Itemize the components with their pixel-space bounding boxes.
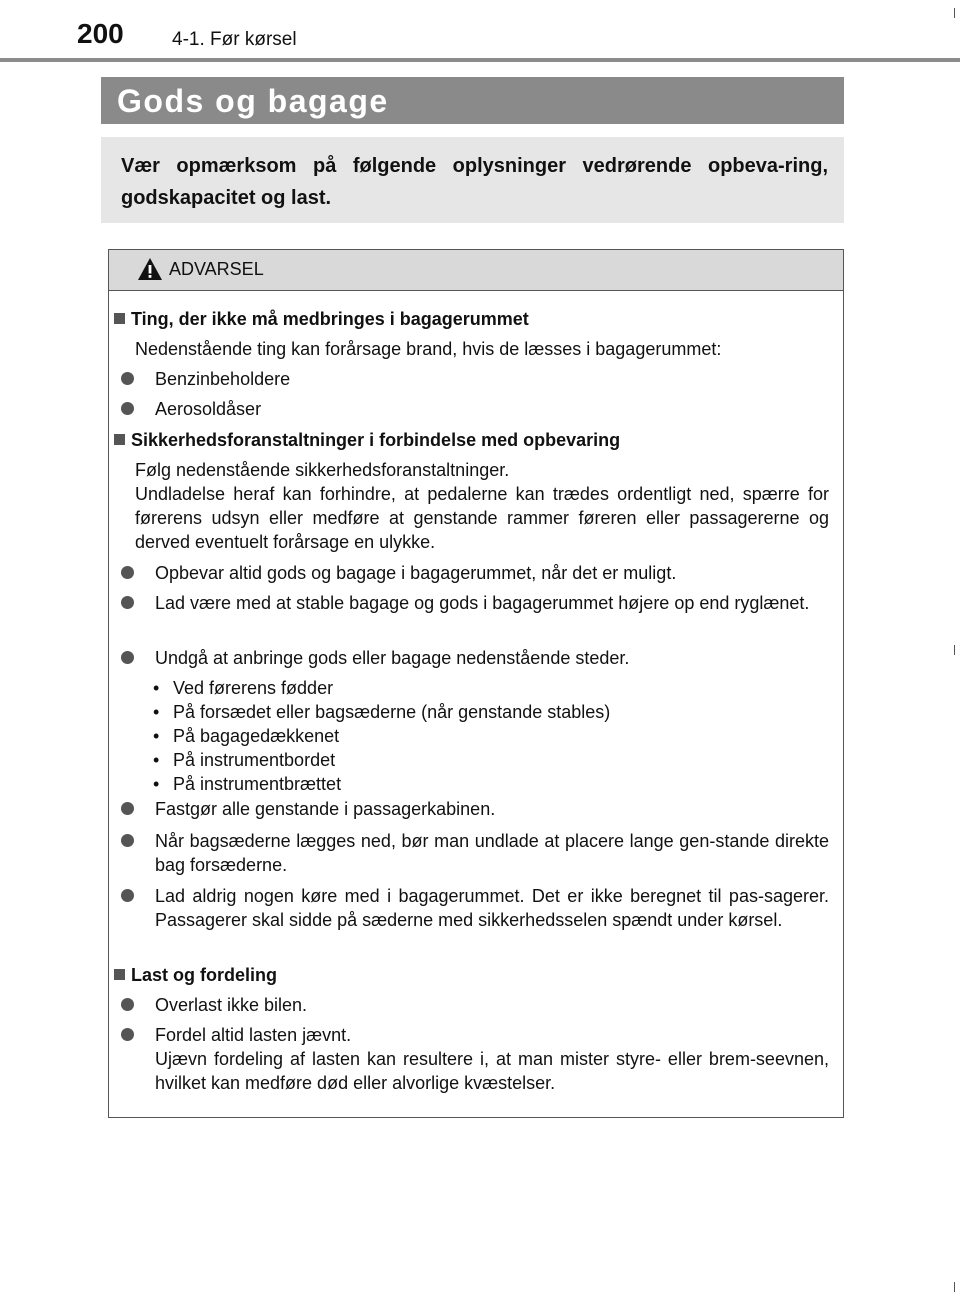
sub-list-item: • På instrumentbordet <box>153 750 336 770</box>
list-item: Aerosoldåser <box>121 397 829 421</box>
crop-mark <box>954 645 955 655</box>
square-bullet-icon <box>114 969 125 980</box>
intro-text: Vær opmærksom på følgende oplysninger vedrørende opbeva-ring, godskapacitet og last. <box>121 155 828 209</box>
warning-header <box>109 250 843 291</box>
page-number: 200 <box>77 18 124 49</box>
crop-mark <box>954 1282 955 1292</box>
section-text: Nedenstående ting kan forårsage brand, hvis de læsses i bagagerummet: <box>135 339 722 359</box>
warning-label: ADVARSEL <box>169 259 264 279</box>
list-item: Undgå at anbringe gods eller bagage nedenstående steder. <box>121 646 829 670</box>
header-rule <box>0 58 960 62</box>
circle-bullet-icon <box>121 834 134 847</box>
section-text: Undladelse heraf kan forhindre, at pedalerne kan trædes ordentligt ned, spærre for førerens udsyn eller medføre at genstande rammer føreren eller passagererne og derved eventuelt forårsage en ulykke. <box>135 484 829 552</box>
list-item: Opbevar altid gods og bagage i bagagerummet, når det er muligt. <box>121 561 829 585</box>
list-item: Lad være med at stable bagage og gods i bagagerummet højere op end ryglænet. <box>121 591 829 615</box>
square-bullet-icon <box>114 434 125 445</box>
page-header <box>0 0 960 64</box>
section-text: Ujævn fordeling af lasten kan resultere i, at man mister styre- eller brem-seevnen, hvilket kan medføre død eller alvorlige kvæstelser. <box>155 1049 829 1093</box>
section-heading: Ting, der ikke må medbringes i bagagerummet <box>114 307 834 331</box>
page-title: Gods og bagage <box>117 83 389 119</box>
section-heading: Sikkerhedsforanstaltninger i forbindelse med opbevaring <box>114 428 834 452</box>
list-item: Benzinbeholdere <box>121 367 829 391</box>
sub-list-item: • På instrumentbrættet <box>153 774 342 794</box>
crop-mark <box>954 8 955 18</box>
square-bullet-icon <box>114 313 125 324</box>
intro-box <box>101 137 844 223</box>
sub-list-item: • På forsædet eller bagsæderne (når genstande stables) <box>153 702 611 722</box>
circle-bullet-icon <box>121 889 134 902</box>
section-text: Følg nedenstående sikkerhedsforanstaltninger. <box>135 460 510 480</box>
sub-list-item: • På bagagedækkenet <box>153 726 340 746</box>
warning-triangle-icon <box>137 257 163 281</box>
title-band <box>101 77 844 124</box>
circle-bullet-icon <box>121 802 134 815</box>
warning-box <box>108 249 844 1118</box>
section-heading: Last og fordeling <box>114 963 834 987</box>
circle-bullet-icon <box>121 402 134 415</box>
list-item: Fordel altid lasten jævnt. <box>121 1023 829 1047</box>
circle-bullet-icon <box>121 596 134 609</box>
circle-bullet-icon <box>121 1028 134 1041</box>
circle-bullet-icon <box>121 372 134 385</box>
section-reference: 4-1. Før kørsel <box>172 29 297 50</box>
sub-list-item: • Ved førerens fødder <box>153 678 334 698</box>
circle-bullet-icon <box>121 998 134 1011</box>
list-item: Lad aldrig nogen køre med i bagagerummet. Det er ikke beregnet til pas-sagerer. Passagerer skal sidde på sæderne med sikkerhedsselen spændt under kørsel. <box>121 884 829 932</box>
list-item: Når bagsæderne lægges ned, bør man undlade at placere lange gen-stande direkte bag forsæderne. <box>121 829 829 877</box>
list-item: Overlast ikke bilen. <box>121 993 829 1017</box>
circle-bullet-icon <box>121 651 134 664</box>
circle-bullet-icon <box>121 566 134 579</box>
list-item: Fastgør alle genstande i passagerkabinen. <box>121 797 829 821</box>
